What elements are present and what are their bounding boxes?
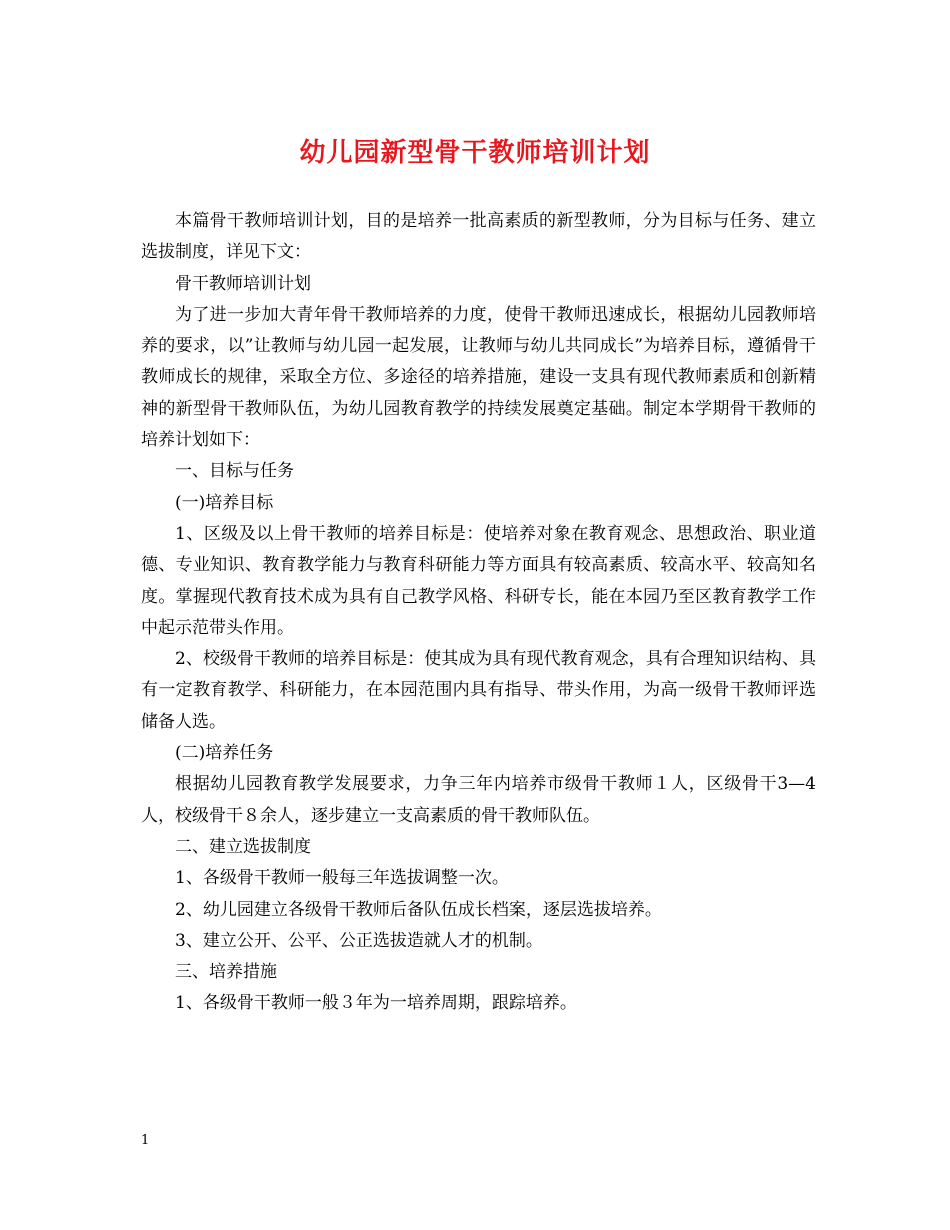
- paragraph-district-goal: 1、区级及以上骨干教师的培养目标是：使培养对象在教育观念、思想政治、职业道德、专业知识、教育教学能力与教育科研能力等方面具有较高素质、较高水平、较高知名度。掌握现代教育技术成为具有自己教学风格、科研专长，能在本园乃至区教育教学工作中起示范带头作用。: [141, 523, 816, 638]
- paragraph-selection-3: 3、建立公开、公平、公正选拔造就人才的机制。: [175, 930, 543, 951]
- page-number: 1: [141, 1133, 150, 1148]
- section-heading-selection: 二、建立选拔制度: [175, 836, 311, 857]
- section-heading-goals-tasks: 一、目标与任务: [175, 461, 294, 482]
- paragraph-selection-1: 1、各级骨干教师一般每三年选拔调整一次。: [175, 868, 509, 889]
- section-heading-measures: 三、培养措施: [175, 962, 277, 983]
- subsection-heading-goals: (一)培养目标: [175, 492, 274, 513]
- paragraph-school-goal: 2、校级骨干教师的培养目标是：使其成为具有现代教育观念，具有合理知识结构、具有一定教育教学、科研能力，在本园范围内具有指导、带头作用，为高一级骨干教师评选储备人选。: [141, 649, 816, 732]
- paragraph-selection-2: 2、幼儿园建立各级骨干教师后备队伍成长档案，逐层选拔培养。: [175, 899, 662, 920]
- paragraph-preamble: 为了进一步加大青年骨干教师培养的力度，使骨干教师迅速成长，根据幼儿园教师培养的要求，以”让教师与幼儿园一起发展，让教师与幼儿共同成长”为培养目标，遵循骨干教师成长的规律，采取全方位、多途径的培养措施，建设一支具有现代教师素质和创新精神的新型骨干教师队伍，为幼儿园教育教学的持续发展奠定基础。制定本学期骨干教师的培养计划如下：: [141, 304, 816, 451]
- paragraph-intro: 本篇骨干教师培训计划，目的是培养一批高素质的新型教师，分为目标与任务、建立选拔制度，详见下文：: [141, 211, 816, 263]
- subsection-heading-tasks: (二)培养任务: [175, 743, 274, 764]
- paragraph-plan-heading: 骨干教师培训计划: [175, 273, 311, 294]
- paragraph-tasks: 根据幼儿园教育教学发展要求，力争三年内培养市级骨干教师１人，区级骨干3—4人，校级骨干８余人，逐步建立一支高素质的骨干教师队伍。: [141, 774, 816, 826]
- document-title: 幼儿园新型骨干教师培训计划: [299, 138, 651, 168]
- paragraph-measures-1: 1、各级骨干教师一般３年为一培养周期，跟踪培养。: [175, 993, 577, 1014]
- document-body: [141, 206, 816, 1020]
